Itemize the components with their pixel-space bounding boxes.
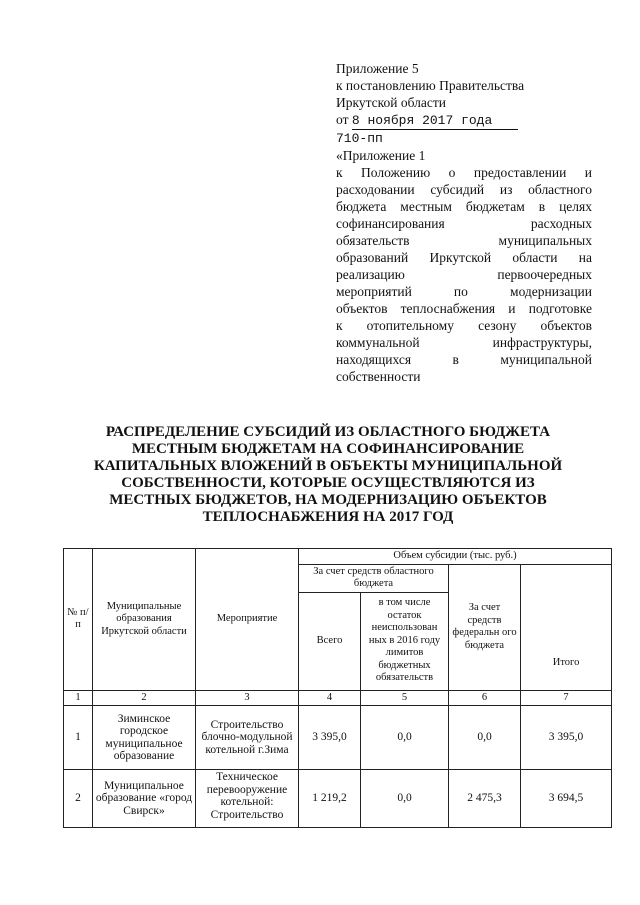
column-number: 1 <box>64 690 93 706</box>
row-municipality: Зиминское городское муниципальное образование <box>93 706 196 770</box>
regulation-line: к Положению о предоставлении и <box>336 165 592 180</box>
column-number-row <box>64 690 612 706</box>
header-municipality: Муниципальные образования Иркутской области <box>93 549 196 691</box>
column-number: 7 <box>521 690 612 706</box>
appendix-region: Иркутской области <box>336 95 447 110</box>
regulation-text <box>336 164 592 385</box>
regulation-line: софинансирования расходных <box>336 216 592 231</box>
regulation-line: коммунальной инфраструктуры, <box>336 335 592 350</box>
regulation-line: расходовании субсидий из областного <box>336 182 592 197</box>
regulation-line: находящихся в муниципальной <box>336 352 592 367</box>
appendix-date-prefix: от <box>336 112 349 127</box>
appendix-resolution: к постановлению Правительства <box>336 78 525 93</box>
header-num: № п/п <box>64 549 93 691</box>
row-regional-total: 3 395,0 <box>299 706 361 770</box>
header-activity: Мероприятие <box>196 549 299 691</box>
appendix-sub-number: «Приложение 1 <box>336 148 426 163</box>
row-municipality: Муниципальное образование «город Свирск» <box>93 770 196 828</box>
regulation-line: бюджета местным бюджетам в целях <box>336 199 592 214</box>
row-activity: Строительство блочно-модульной котельной г.Зима <box>196 706 299 770</box>
row-regional-total: 1 219,2 <box>299 770 361 828</box>
header-unused: в том числе остаток неиспользован ных в 2016 году лимитов бюджетных обязательств <box>361 592 449 690</box>
appendix-doc-number: 710-пп <box>336 131 383 146</box>
column-number: 2 <box>93 690 196 706</box>
table-row <box>64 706 612 770</box>
regulation-line: мероприятий по модернизации <box>336 284 592 299</box>
subsidy-table <box>63 548 612 828</box>
regulation-line: объектов теплоснабжения и подготовке <box>336 301 592 316</box>
header-regional-total: Всего <box>299 592 361 690</box>
regulation-line: реализацию первоочередных <box>336 267 592 282</box>
row-unused: 0,0 <box>361 770 449 828</box>
appendix-date: 8 ноября 2017 года <box>352 112 518 130</box>
table-header-row <box>64 549 612 565</box>
row-unused: 0,0 <box>361 706 449 770</box>
regulation-line: к отопительному сезону объектов <box>336 318 592 333</box>
regulation-line: собственности <box>336 369 421 384</box>
row-federal: 0,0 <box>449 706 521 770</box>
header-total: Итого <box>521 564 612 690</box>
header-volume: Объем субсидии (тыс. руб.) <box>299 549 612 565</box>
column-number: 5 <box>361 690 449 706</box>
regulation-line: образований Иркутской области на <box>336 250 592 265</box>
column-number: 3 <box>196 690 299 706</box>
row-total: 3 694,5 <box>521 770 612 828</box>
column-number: 6 <box>449 690 521 706</box>
row-num: 1 <box>64 706 93 770</box>
regulation-line: обязательств муниципальных <box>336 233 592 248</box>
table-row <box>64 770 612 828</box>
appendix-number: Приложение 5 <box>336 61 419 76</box>
header-federal: За счет средств федеральн ого бюджета <box>449 564 521 690</box>
appendix-date-line <box>336 111 592 130</box>
appendix-block <box>336 60 592 385</box>
document-title: РАСПРЕДЕЛЕНИЕ СУБСИДИЙ ИЗ ОБЛАСТНОГО БЮДЖЕТА МЕСТНЫМ БЮДЖЕТАМ НА СОФИНАНСИРОВАНИЕ КАПИТАЛЬНЫХ ВЛОЖЕНИЙ В ОБЪЕКТЫ МУНИЦИПАЛЬНОЙ СОБСТВЕННОСТИ, КОТОРЫЕ ОСУЩЕСТВЛЯЮТСЯ ИЗ МЕСТНЫХ БЮДЖЕТОВ, НА МОДЕРНИЗАЦИЮ ОБЪЕКТОВ ТЕПЛОСНАБЖЕНИЯ НА 2017 ГОД <box>93 424 563 525</box>
row-activity: Техническое перевооружение котельной: Строительство <box>196 770 299 828</box>
column-number: 4 <box>299 690 361 706</box>
row-federal: 2 475,3 <box>449 770 521 828</box>
header-regional: За счет средств областного бюджета <box>299 564 449 592</box>
row-total: 3 395,0 <box>521 706 612 770</box>
row-num: 2 <box>64 770 93 828</box>
